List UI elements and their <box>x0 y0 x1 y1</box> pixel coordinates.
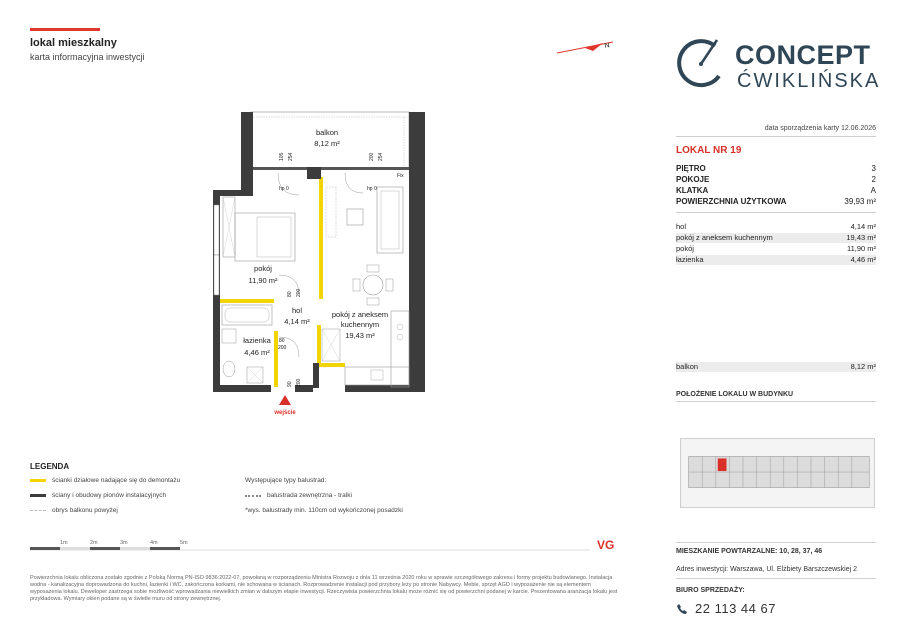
dim-200d: 200 <box>296 378 302 387</box>
divider <box>676 578 876 579</box>
brand-name: CONCEPT <box>735 40 871 70</box>
scale-bar <box>30 538 590 552</box>
dim-200c: 200 <box>278 345 287 351</box>
dim-hp-1: hp 0 <box>279 186 289 192</box>
legend-swatch-dashed <box>30 510 46 511</box>
balustrade-label: balustrada zewnętrzna - tralki <box>267 492 352 499</box>
balcony-row <box>676 362 876 372</box>
legend-item-label: obrys balkonu powyżej <box>52 507 118 514</box>
dim-80a: 80 <box>287 291 293 297</box>
plan-living-area: 19,43 m² <box>345 331 375 340</box>
brand-street: ĆWIKLIŃSKA <box>737 70 881 92</box>
legend-item <box>30 477 180 484</box>
plan-living-label-1: pokój z aneksem <box>331 310 389 319</box>
plan-bath-area: 4,46 m² <box>244 348 270 357</box>
header-accent-bar <box>30 28 100 31</box>
legend-title: LEGENDA <box>30 462 70 471</box>
room-area: 11,90 m² <box>846 244 876 253</box>
legend-item-label: ściany i obudowy pionów instalacyjnych <box>52 492 167 499</box>
legend-swatch-yellow <box>30 479 46 482</box>
spec-key: POWIERZCHNIA UŻYTKOWA <box>676 197 787 206</box>
dim-fix: Fix <box>397 173 404 179</box>
legend-item <box>30 507 118 514</box>
scale-label: 2m <box>90 540 98 546</box>
north-arrow-icon <box>555 38 615 58</box>
balustrade-item <box>245 492 352 499</box>
card-date: data sporządzenia karty 12.06.2026 <box>764 125 876 132</box>
dim-105: 105 <box>279 152 285 161</box>
legend-swatch-dark <box>30 494 46 497</box>
scale-label: 3m <box>120 540 128 546</box>
spec-value: 2 <box>871 175 876 184</box>
room-row <box>676 244 876 254</box>
spec-row <box>676 186 876 195</box>
plan-bath-label: łazienka <box>243 336 271 345</box>
lokal-title: LOKAL NR 19 <box>676 145 742 156</box>
spec-key: PIĘTRO <box>676 164 706 173</box>
room-name: hol <box>676 222 687 231</box>
room-row <box>676 233 876 243</box>
dim-90: 90 <box>287 381 293 387</box>
plan-entrance-label: wejście <box>274 410 296 416</box>
scale-label: 4m <box>150 540 158 546</box>
svg-text:N: N <box>603 42 611 50</box>
spec-value: 39,93 m² <box>844 197 876 206</box>
room-name: pokój z aneksem kuchennym <box>676 233 773 242</box>
spec-key: POKOJE <box>676 175 710 184</box>
spec-row <box>676 164 876 173</box>
room-name: łazienka <box>676 255 704 264</box>
vg-logo: VG <box>597 538 615 552</box>
plan-hall-area: 4,14 m² <box>284 317 310 326</box>
room-area: 4,46 m² <box>850 255 876 264</box>
divider <box>676 212 876 213</box>
room-row <box>676 222 876 232</box>
dim-254b: 254 <box>378 152 384 161</box>
floor-plan <box>195 105 450 416</box>
dim-200b: 200 <box>296 288 302 297</box>
building-position-map <box>680 438 875 508</box>
spec-row <box>676 175 876 184</box>
repeat-label: MIESZKANIE POWTARZALNE: 10, 28, 37, 46 <box>676 548 823 555</box>
legend-item-label: ścianki działowe nadające się do demontażu <box>52 477 181 484</box>
legend-item <box>30 492 166 499</box>
plan-living-label-2: kuchennym <box>340 320 380 329</box>
plan-room-label: pokój <box>254 264 272 273</box>
room-area: 19,43 m² <box>846 233 876 242</box>
balustrade-note: *wys. balustrady min. 110cm od wykończonej posadzki <box>245 507 403 514</box>
divider <box>676 401 876 402</box>
divider <box>676 136 876 137</box>
spec-row <box>676 197 876 206</box>
plan-room-area: 11,90 m² <box>248 276 278 285</box>
balcony-area: 8,12 m² <box>850 362 876 371</box>
spec-value: 3 <box>871 164 876 173</box>
spec-value: A <box>870 186 876 195</box>
footnote: Powierzchnia lokalu obliczona zostało zgodnie z Polską Normą PN-ISO 9836:2022-07, powołaną w rozporządzeniu Ministra Rozwoju z dnia 11 września 2020 roku w sprawie szczegółowego zakresu i formy projektu budowlanego. Instalacja wodna - kanalizacyjna doprowadzona do kuchni, łazienki i WC, zakończona korkami, nie schowana w ścianach. Rozprowadzenie instalacji pod przybory leży po stronie Nabywcy. Meble, sprzęt AGD i wyposażenie nie są elementem wyposażenia lokalu. Deweloper zastrzega sobie możliwość wprowadzania niewielkich zmian w dalszym etapie inwestycji. Rzeczywista powierzchnia lokalu może różnić się od powierzchni podanej w karcie. Prezentowana aranżacja lokalu jest przykładowa. Wymiary okien podane są w świetle muru od strony zewnętrznej. <box>30 575 618 602</box>
dim-200a: 200 <box>369 152 375 161</box>
room-area: 4,14 m² <box>850 222 876 231</box>
position-label: POŁOŻENIE LOKALU W BUDYNKU <box>676 391 794 398</box>
investment-address: Adres inwestycji: Warszawa, Ul. Elżbiety Barszczewskiej 2 <box>676 566 858 573</box>
plan-hall-label: hol <box>291 306 303 315</box>
dim-254a: 254 <box>288 152 294 161</box>
sales-phone[interactable]: 22 113 44 67 <box>695 601 776 616</box>
concept-logo-icon <box>673 36 729 92</box>
phone-icon <box>676 603 688 615</box>
dim-hp-2: hp 0 <box>367 186 377 192</box>
plan-balcony-label: balkon <box>315 128 339 137</box>
document-subtitle: karta informacyjna inwestycji <box>30 52 145 62</box>
scale-label: 1m <box>60 540 68 546</box>
document-title: lokal mieszkalny <box>30 37 117 49</box>
balustrade-swatch <box>245 495 261 497</box>
dim-80b: 80 <box>279 338 285 344</box>
spec-key: KLATKA <box>676 186 709 195</box>
room-name: pokój <box>676 244 694 253</box>
divider <box>676 542 876 543</box>
sales-label: BIURO SPRZEDAŻY: <box>676 587 745 594</box>
plan-balcony-area: 8,12 m² <box>314 139 340 148</box>
scale-label: 5m <box>180 540 188 546</box>
balustrade-title: Występujące typy balustrad: <box>245 477 327 484</box>
room-row <box>676 255 876 265</box>
balcony-name: balkon <box>676 362 699 371</box>
